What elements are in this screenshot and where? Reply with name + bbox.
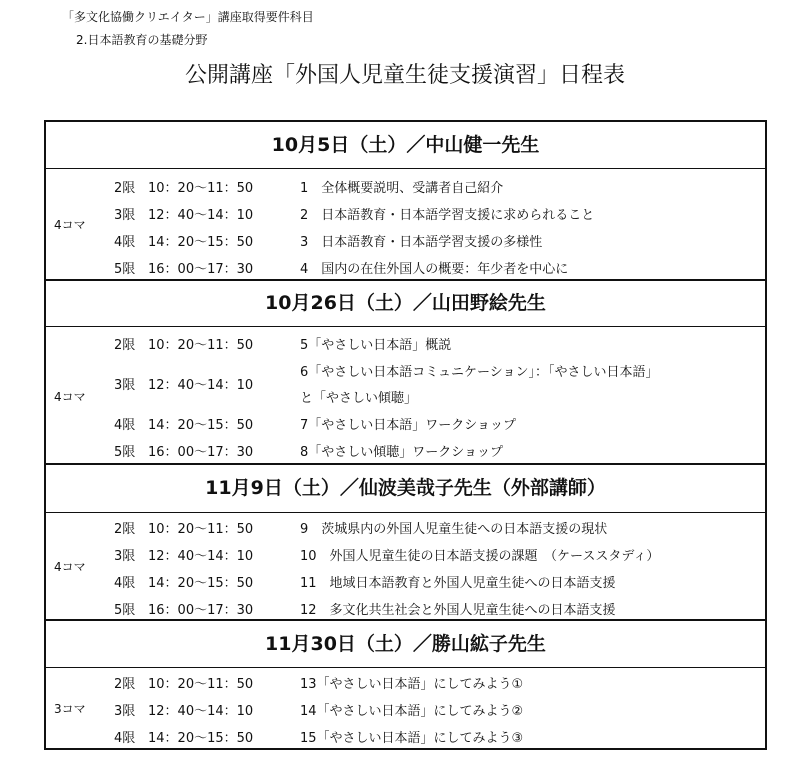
lecture-title: 7「やさしい日本語」ワークショップ: [300, 418, 517, 433]
day-heading: 11月30日（土）／勝山絋子先生: [46, 619, 765, 668]
lecture-title: 12 多文化共生社会と外国人児童生徒への日本語支援: [300, 603, 616, 618]
lecture-title: 13「やさしい日本語」にしてみよう①: [300, 677, 524, 692]
time-slot: 16：00〜17：30: [148, 262, 254, 277]
time-slot: 14：20〜15：50: [148, 731, 254, 746]
period: 2限: [114, 677, 136, 692]
period: 5限: [114, 262, 136, 277]
period: 4限: [114, 731, 136, 746]
lecture-title: 10 外国人児童生徒の日本語支援の課題 （ケーススタディ）: [300, 549, 660, 564]
time-slot: 10：20〜11：50: [148, 338, 254, 353]
time-slot: 14：20〜15：50: [148, 418, 254, 433]
time-slot: 12：40〜14：10: [148, 704, 254, 719]
period: 4限: [114, 235, 136, 250]
period: 3限: [114, 704, 136, 719]
period: 3限: [114, 378, 136, 393]
lecture-title: 8「やさしい傾聴」ワークショップ: [300, 445, 504, 460]
session-count: 4コマ: [54, 390, 86, 404]
time-slot: 10：20〜11：50: [148, 522, 254, 537]
period: 3限: [114, 549, 136, 564]
course-requirement-note: 「多文化協働クリエイター」講座取得要件科目: [62, 10, 314, 24]
period: 2限: [114, 522, 136, 537]
time-slot: 16：00〜17：30: [148, 603, 254, 618]
time-slot: 12：40〜14：10: [148, 208, 254, 223]
lecture-title-continued: と「やさしい傾聴」: [300, 391, 418, 406]
lecture-title: 3 日本語教育・日本語学習支援の多様性: [300, 235, 543, 250]
day-heading: 10月5日（土）／中山健一先生: [46, 122, 765, 169]
lecture-title: 6「やさしい日本語コミュニケーション」：「やさしい日本語」: [300, 365, 659, 380]
lecture-title: 15「やさしい日本語」にしてみよう③: [300, 731, 524, 746]
session-count: 4コマ: [54, 560, 86, 574]
session-count: 3コマ: [54, 702, 86, 716]
period: 3限: [114, 208, 136, 223]
lecture-title: 2 日本語教育・日本語学習支援に求められること: [300, 208, 595, 223]
time-slot: 10：20〜11：50: [148, 677, 254, 692]
lecture-title: 1 全体概要説明、受講者自己紹介: [300, 181, 504, 196]
lecture-title: 5「やさしい日本語」概説: [300, 338, 452, 353]
session-count: 4コマ: [54, 218, 86, 232]
time-slot: 14：20〜15：50: [148, 235, 254, 250]
lecture-title: 11 地域日本語教育と外国人児童生徒への日本語支援: [300, 576, 616, 591]
period: 2限: [114, 181, 136, 196]
period: 5限: [114, 603, 136, 618]
time-slot: 16：00〜17：30: [148, 445, 254, 460]
period: 5限: [114, 445, 136, 460]
page-title: 公開講座「外国人児童生徒支援演習」日程表: [184, 63, 625, 88]
period: 2限: [114, 338, 136, 353]
schedule-table: [44, 120, 767, 750]
field-label: 2.日本語教育の基礎分野: [76, 33, 208, 47]
time-slot: 12：40〜14：10: [148, 378, 254, 393]
lecture-title: 9 茨城県内の外国人児童生徒への日本語支援の現状: [300, 522, 608, 537]
time-slot: 10：20〜11：50: [148, 181, 254, 196]
period: 4限: [114, 418, 136, 433]
lecture-title: 4 国内の在住外国人の概要：年少者を中心に: [300, 262, 569, 277]
day-heading: 11月9日（土）／仙波美哉子先生（外部講師）: [46, 463, 765, 513]
lecture-title: 14「やさしい日本語」にしてみよう②: [300, 704, 524, 719]
time-slot: 12：40〜14：10: [148, 549, 254, 564]
time-slot: 14：20〜15：50: [148, 576, 254, 591]
day-heading: 10月26日（土）／山田野絵先生: [46, 279, 765, 327]
period: 4限: [114, 576, 136, 591]
